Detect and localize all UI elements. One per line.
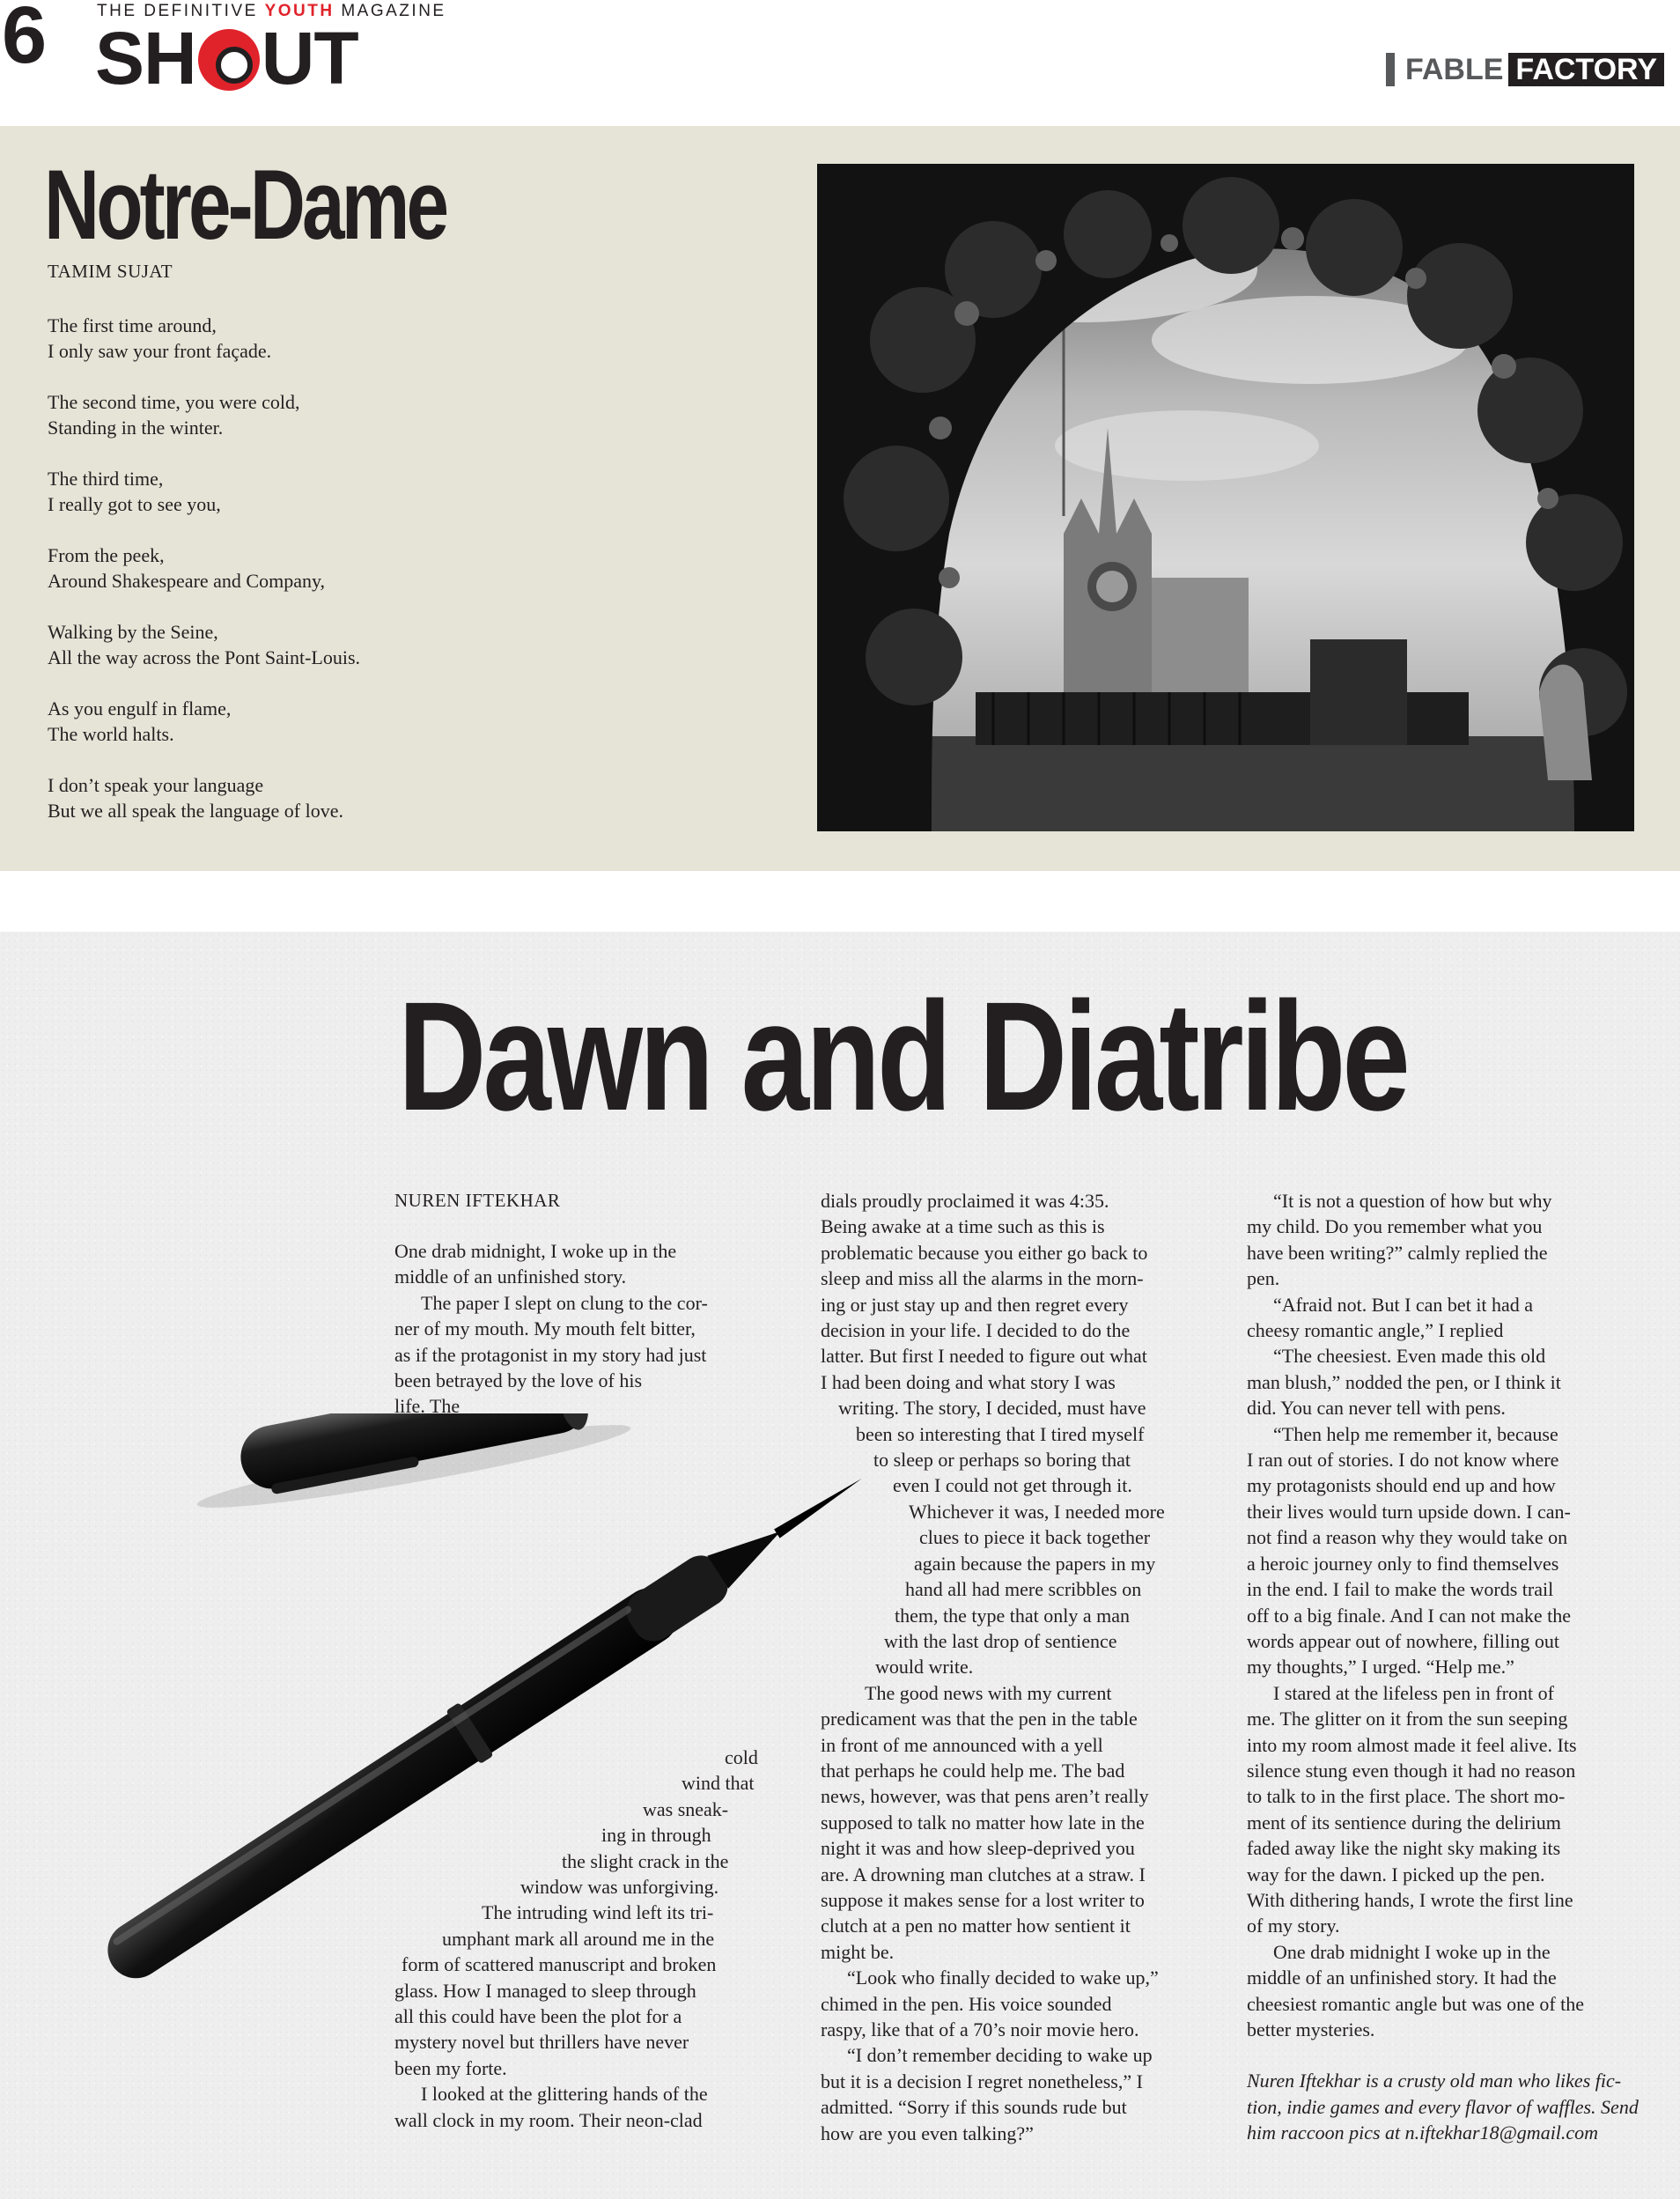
story-line: writing. The story, I decided, must have	[838, 1397, 1146, 1420]
story-line: “The cheesiest. Even made this old	[1273, 1345, 1546, 1368]
story-line: “I don’t remember deciding to wake up	[847, 2044, 1153, 2067]
poem-title: Notre-Dame	[44, 150, 446, 260]
bio-line: Nuren Iftekhar is a crusty old man who likes fic-	[1247, 2070, 1622, 2092]
poem-line: The world halts.	[48, 723, 174, 745]
shout-logo	[95, 17, 358, 100]
story-line: middle of an unfinished story.	[394, 1266, 627, 1288]
story-line: are. A drowning man clutches at a straw. I	[821, 1863, 1146, 1885]
story-line: “Look who finally decided to wake up,”	[847, 1967, 1159, 1989]
story-line: how are you even talking?”	[821, 2122, 1034, 2144]
story-line: admitted. “Sorry if this sounds rude but	[821, 2096, 1127, 2119]
bio-line: him raccoon pics at n.iftekhar18@gmail.com	[1247, 2122, 1599, 2144]
story-line: predicament was that the pen in the table	[821, 1708, 1138, 1730]
story-line: One drab midnight, I woke up in the	[394, 1240, 677, 1262]
story-line: but it is a decision I regret nonetheless,” I	[821, 2070, 1143, 2092]
poem-line: But we all speak the language of love.	[48, 800, 344, 822]
story-line: supposed to talk no matter how late in the	[821, 1811, 1145, 1834]
story-line: suppose it makes sense for a lost writer to	[821, 1888, 1145, 1911]
story-line: not find a reason why they would take on	[1247, 1526, 1568, 1549]
story-line: news, however, was that pens aren’t really	[821, 1785, 1149, 1808]
story-line: Being awake at a time such as this is	[821, 1215, 1105, 1238]
poem-line: As you engulf in flame,	[48, 697, 232, 719]
poem-line: The third time,	[48, 468, 164, 490]
story-line: me. The glitter on it from the sun seeping	[1247, 1708, 1568, 1730]
story-line: with the last drop of sentience	[884, 1629, 1117, 1652]
story-line: to talk to in the first place. The short mo-	[1247, 1785, 1566, 1808]
story-line: wall clock in my room. Their neon-clad	[394, 2108, 703, 2131]
poem-author: TAMIM SUJAT	[48, 261, 173, 282]
story-line: would write.	[875, 1656, 974, 1679]
story-line: was sneak-	[643, 1797, 729, 1820]
poem-stanza	[48, 542, 770, 594]
story-line: ing or just stay up and then regret every	[821, 1293, 1129, 1316]
story-line: decision in your life. I decided to do the	[821, 1319, 1131, 1342]
story-line: a heroic journey only to find themselves	[1247, 1552, 1559, 1575]
story-line: middle of an unfinished story. It had the	[1247, 1967, 1557, 1989]
story-line: my child. Do you remember what you	[1247, 1215, 1543, 1238]
section-tag	[1386, 53, 1664, 86]
story-line: in front of me announced with a yell	[821, 1733, 1103, 1756]
poem-line: Standing in the winter.	[48, 417, 224, 439]
story-line: raspy, like that of a 70’s noir movie hero.	[821, 2018, 1139, 2040]
story-line: pen.	[1247, 1267, 1280, 1290]
poem-line: The second time, you were cold,	[48, 391, 300, 413]
story-line: their lives would turn upside down. I can-	[1247, 1500, 1571, 1523]
story-line: umphant mark all around me in the	[442, 1927, 715, 1950]
section-tag-fable: FABLE	[1404, 53, 1504, 86]
story-line: problematic because you either go back to	[821, 1241, 1148, 1264]
story-line: all this could have been the plot for a	[394, 2005, 682, 2028]
story-line: “Afraid not. But I can bet it had a	[1273, 1293, 1534, 1316]
notre-dame-photo-illustration	[817, 164, 1634, 831]
story-line: way for the dawn. I picked up the pen.	[1247, 1863, 1545, 1885]
poem-stanza	[48, 466, 770, 517]
story-line: window was unforgiving.	[520, 1876, 719, 1899]
story-line: my protagonists should end up and how	[1247, 1474, 1556, 1497]
story-line: that perhaps he could help me. The bad	[821, 1759, 1125, 1782]
story-line: them, the type that only a man	[895, 1604, 1130, 1627]
story-line: chimed in the pen. His voice sounded	[821, 1992, 1112, 2015]
story-line: “It is not a question of how but why	[1273, 1190, 1552, 1212]
story-line: glass. How I managed to sleep through	[394, 1979, 696, 2002]
story-column-3	[1247, 1188, 1639, 2146]
story-column-2	[821, 1188, 1165, 2146]
story-line: even I could not get through it.	[893, 1474, 1132, 1497]
story-line: to sleep or perhaps so boring that	[873, 1449, 1131, 1472]
poem-stanza	[48, 313, 770, 364]
story-line: sleep and miss all the alarms in the morn-	[821, 1267, 1144, 1290]
story-line: cheesiest romantic angle but was one of the	[1247, 1992, 1585, 2015]
poem-stanza	[48, 696, 770, 747]
story-line: wind that	[682, 1772, 755, 1795]
story-line: One drab midnight I woke up in the	[1273, 1940, 1551, 1963]
story-line: man blush,” nodded the pen, or I think it	[1247, 1370, 1561, 1393]
poem-body	[48, 313, 770, 849]
author-bio	[1247, 2068, 1639, 2145]
story-line: I looked at the glittering hands of the	[421, 2083, 708, 2106]
story-line: clutch at a pen no matter how sentient it	[821, 1915, 1131, 1937]
story-column-1-bottom	[394, 1745, 758, 2133]
notre-dame-photo	[817, 164, 1634, 831]
story-line: hand all had mere scribbles on	[905, 1578, 1142, 1601]
story-line: mystery novel but thrillers have never	[394, 2031, 689, 2054]
story-line: The paper I slept on clung to the cor-	[421, 1291, 708, 1314]
tagline-part-1: THE DEFINITIVE	[97, 2, 265, 20]
story-line: been my forte.	[394, 2056, 507, 2079]
logo-text-start: SH	[95, 17, 196, 100]
story-line: as if the protagonist in my story had just	[394, 1343, 707, 1366]
story-line: might be.	[821, 1940, 895, 1963]
poem-line: All the way across the Pont Saint-Louis.	[48, 646, 361, 668]
story-line: The intruding wind left its tri-	[482, 1901, 714, 1924]
story-line: again because the papers in my	[914, 1552, 1156, 1575]
story-line: cold	[725, 1746, 758, 1768]
poem-line: Walking by the Seine,	[48, 621, 218, 643]
story-line: ing in through	[601, 1824, 711, 1847]
poem-line: Around Shakespeare and Company,	[48, 570, 326, 592]
story-line: been betrayed by the love of his	[394, 1369, 643, 1392]
story-line: I ran out of stories. I do not know where	[1247, 1449, 1559, 1472]
story-column-1-top	[394, 1238, 708, 1420]
story-line: better mysteries.	[1247, 2018, 1375, 2040]
story-line: life. The	[394, 1395, 461, 1418]
poem-line: I don’t speak your language	[48, 774, 264, 796]
story-line: of my story.	[1247, 1915, 1340, 1937]
poem-stanza	[48, 619, 770, 670]
story-line: off to a big finale. And I can not make the	[1247, 1604, 1571, 1627]
section-tag-factory: FACTORY	[1508, 53, 1664, 86]
logo-o-mark	[198, 29, 260, 91]
poem-line: I only saw your front façade.	[48, 340, 272, 362]
poem-line: From the peek,	[48, 544, 165, 566]
section-tag-bar	[1386, 53, 1395, 86]
poem-stanza	[48, 389, 770, 440]
story-line: With dithering hands, I wrote the first line	[1247, 1888, 1573, 1911]
story-column-3-text	[1247, 1188, 1639, 2042]
story-line: Whichever it was, I needed more	[909, 1500, 1165, 1523]
poem-line: The first time around,	[48, 314, 217, 336]
page-number: 6	[2, 0, 48, 80]
story-line: “Then help me remember it, because	[1273, 1422, 1558, 1445]
story-line: clues to piece it back together	[919, 1526, 1151, 1549]
story-line: ment of its sentience during the delirium	[1247, 1811, 1561, 1834]
story-line: cheesy romantic angle,” I replied	[1247, 1319, 1504, 1342]
story-line: I had been doing and what story I was	[821, 1370, 1116, 1393]
bio-line: tion, indie games and every flavor of waffles. Send	[1247, 2095, 1639, 2118]
story-line: been so interesting that I tired myself	[856, 1422, 1145, 1445]
story-line: The good news with my current	[865, 1681, 1112, 1704]
story-line: latter. But first I needed to figure out what	[821, 1345, 1147, 1368]
story-line: into my room almost made it feel alive. Its	[1247, 1733, 1577, 1756]
story-line: words appear out of nowhere, filling out	[1247, 1629, 1559, 1652]
story-line: I stared at the lifeless pen in front of	[1273, 1681, 1554, 1704]
story-title: Dawn and Diatribe	[398, 970, 1407, 1143]
poem-line: I really got to see you,	[48, 493, 221, 515]
tagline-highlight: YOUTH	[264, 2, 335, 20]
story-line: have been writing?” calmly replied the	[1247, 1241, 1548, 1264]
story-line: night it was and how sleep-deprived you	[821, 1837, 1135, 1860]
story-line: the slight crack in the	[562, 1849, 729, 1872]
tagline-part-2: MAGAZINE	[334, 2, 446, 20]
story-line: in the end. I fail to make the words trail	[1247, 1578, 1554, 1601]
story-line: my thoughts,” I urged. “Help me.”	[1247, 1656, 1514, 1679]
story-author: NUREN IFTEKHAR	[394, 1190, 561, 1211]
story-line: ner of my mouth. My mouth felt bitter,	[394, 1317, 696, 1340]
story-line: did. You can never tell with pens.	[1247, 1397, 1506, 1420]
logo-text-end: UT	[261, 17, 358, 100]
story-line: silence stung even though it had no reason	[1247, 1759, 1576, 1782]
story-line: faded away like the night sky making its	[1247, 1837, 1561, 1860]
story-line: dials proudly proclaimed it was 4:35.	[821, 1190, 1109, 1212]
poem-stanza	[48, 772, 770, 823]
story-line: form of scattered manuscript and broken	[402, 1953, 717, 1976]
